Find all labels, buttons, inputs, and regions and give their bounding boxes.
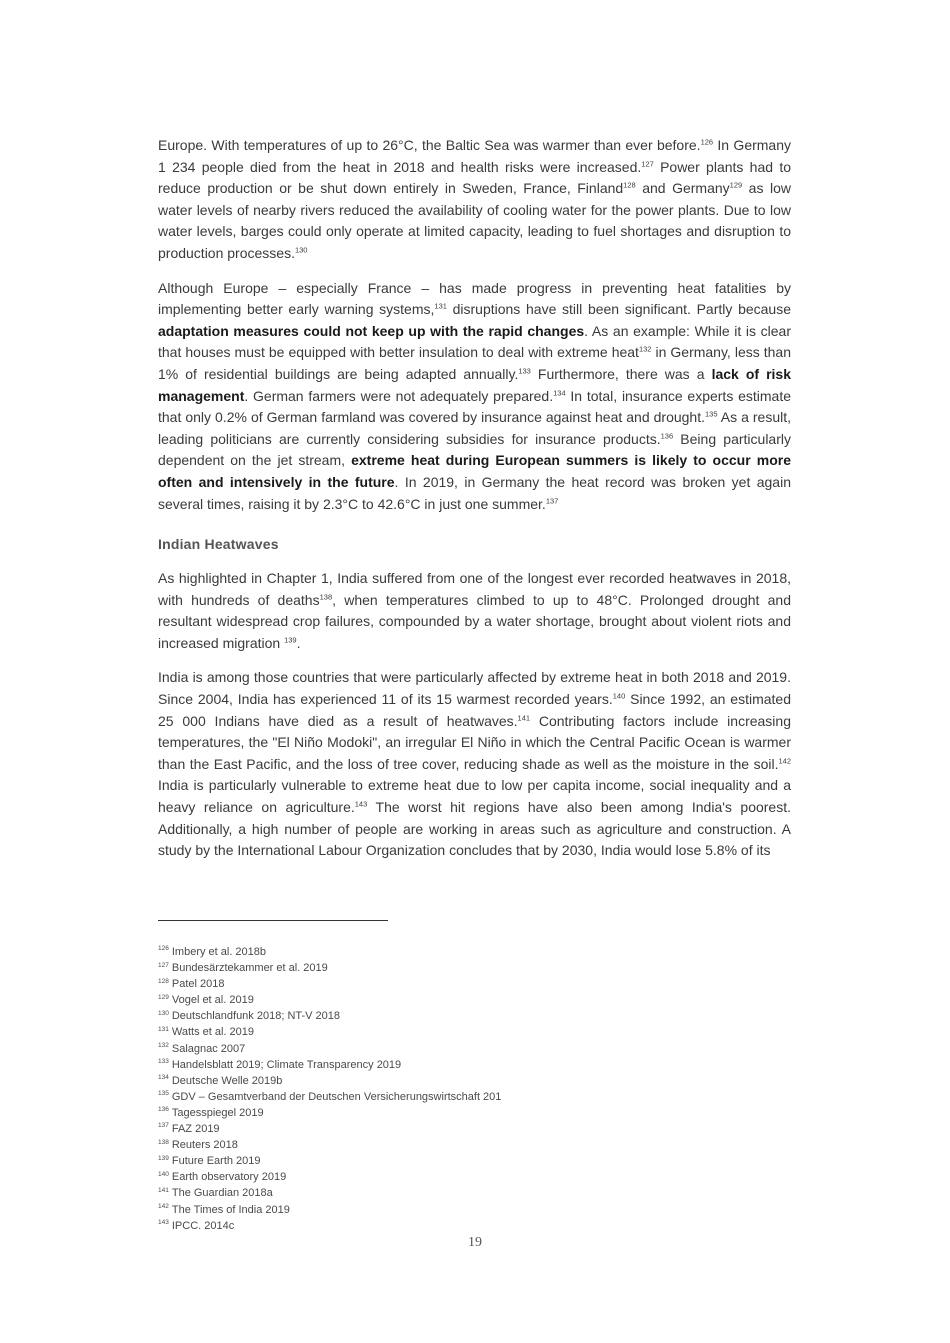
footnote-item: $^{130}$ Deutschlandfunk 2018; NT-V 2018 [158,1009,341,1023]
bold-emphasis: lack of risk management [158,365,792,404]
footnote-item: $^{129}$ Vogel et al. 2019 [158,993,254,1007]
footnote-ref[interactable]: 129 [729,180,743,190]
footnote-ref[interactable]: 131 [434,301,447,311]
footnote-item: $^{135}$ GDV – Gesamtverband der Deutschen Versicherungswirtschaft 201 [158,1090,502,1103]
bold-emphasis: adaptation measures could not keep up with the rapid changes [158,322,585,339]
footnote-ref[interactable]: 132 [638,344,652,354]
footnote-ref[interactable]: 130 [294,245,308,255]
paragraph-india-2018: As highlighted in Chapter 1, India suffered from one of the longest ever recorded heatwaves in 2018, with hundreds of deaths$^{138}$, when temperatures climbed to up to 48°C. Prolonged drought and resultant widespread crop failures, compounded by a water shortage, brought about violent riots and increased migration $^{139}$. [158,570,792,651]
footnote-ref[interactable]: 137 [545,495,559,505]
footnote-ref[interactable]: 135 [705,409,718,419]
footnote-ref[interactable]: 134 [553,387,566,397]
page-number: 19 [468,1235,482,1250]
footnote-ref[interactable]: 127 [641,158,654,168]
footnote-ref[interactable]: 139 [284,635,297,645]
footnote-item: $^{132}$ Salagnac 2007 [158,1042,246,1055]
paragraph-europe-heat-impacts: Europe. With temperatures of up to 26°C, the Baltic Sea was warmer than ever before.$^{126}$ In Germany 1 234 people died from the heat in 2018 and health risks were increased.$^{127}$ Power plants had to reduce production or be shut down entirely in Sweden, France, Finland$^{128}$ and Germany$^{129}$ as low water levels of nearby rivers reduced the availability of cooling water for the power plants. Due to low water levels, barges could only operate at limited capacity, leading to fuel shortages and disruption to production processes.$^{130}$ [158,137,791,261]
footnote-ref[interactable]: 138 [319,592,333,602]
bold-emphasis: extreme heat during European summers is likely to occur more often and intensively in the future [158,452,792,490]
footnote-ref[interactable]: 136 [660,431,674,441]
footnote-item: $^{137}$ FAZ 2019 [158,1122,220,1136]
paragraph-india-vulnerability: India is among those countries that were particularly affected by extreme heat in both 2018 and 2019. Since 2004, India has experienced 11 of its 15 warmest recorded years.$^{140}$ Since 1992, an estimated 25 000 Indians have died as a result of heatwaves.$^{141}$ Contributing factors include increasing temperatures, the "El Niño Modoki", an irregular El Niño in which the Central Pacific Ocean is warmer than the East Pacific, and the loss of tree cover, reducing shade as well as the moisture in the soil.$^{142}$ India is particularly vulnerable to extreme heat due to low per capita income, social inequality and a heavy reliance on agriculture.$^{143}$ The worst hit regions have also been among India's poorest. Additionally, a high number of people are working in areas such as agriculture and construction. A study by the International Labour Organization concludes that by 2030, India would lose 5.8% of its [158,669,791,859]
paragraph-europe-adaptation: Although Europe – especially France – has made progress in preventing heat fatalities by implementing better early warning systems,$^{131}$ disruptions have still been significant. Partly because adaptation measures could not keep up with the rapid changes. As an example: While it is clear that houses must be equipped with better insulation to deal with extreme heat$^{132}$ in Germany, less than 1% of residential buildings are being adapted annually.$^{133}$ Furthermore, there was a lack of risk management. German farmers were not adequately prepared.$^{134}$ In total, insurance experts estimate that only 0.2% of German farmland was covered by insurance against heat and drought.$^{135}$ As a result, leading politicians are currently considering subsidies for insurance products.$^{136}$ Being particularly dependent on the jet stream, extreme heat during European summers is likely to occur more often and intensively in the future. In 2019, in Germany the heat record was broken yet again several times, raising it by 2.3°C to 42.6°C in just one summer.$^{137}$ [158,279,792,512]
footnote-item: $^{138}$ Reuters 2018 [158,1138,238,1152]
footnote-item: $^{131}$ Watts et al. 2019 [158,1025,254,1039]
footnote-ref[interactable]: 143 [354,799,368,809]
footnote-ref[interactable]: 140 [612,691,626,701]
body-text [158,135,791,875]
footnote-ref[interactable]: 126 [700,137,714,147]
section-heading: Indian Heatwaves [158,536,279,553]
footnote-item: $^{143}$ IPCC. 2014c [158,1219,235,1232]
footnote-ref[interactable]: 142 [778,756,791,766]
footnote-item: $^{128}$ Patel 2018 [158,977,225,991]
footnote-item: $^{133}$ Handelsblatt 2019; Climate Transparency 2019 [158,1058,402,1071]
footnote-item: $^{134}$ Deutsche Welle 2019b [158,1074,283,1087]
footnote-item: $^{141}$ The Guardian 2018a [158,1186,273,1200]
footnote-divider [158,920,388,921]
footnote-item: $^{142}$ The Times of India 2019 [158,1202,290,1216]
footnote-ref[interactable]: 128 [623,180,636,190]
footnote-item: $^{126}$ Imbery et al. 2018b [158,945,267,958]
footnote-item: $^{139}$ Future Earth 2019 [158,1154,261,1168]
footnote-item: $^{136}$ Tagesspiegel 2019 [158,1106,264,1119]
footnote-ref[interactable]: 141 [517,713,531,723]
footnote-item: $^{127}$ Bundesärztekammer et al. 2019 [158,961,328,975]
footnote-ref[interactable]: 133 [518,366,531,376]
footnotes [158,944,658,1234]
footnote-item: $^{140}$ Earth observatory 2019 [158,1170,287,1184]
